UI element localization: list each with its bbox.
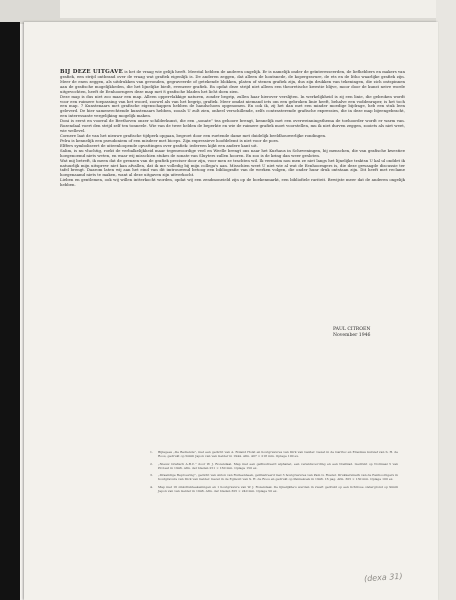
folder-inner-sheet	[60, 0, 456, 18]
footnote-number: 4.	[150, 484, 153, 489]
footnote-number: 3.	[150, 473, 153, 478]
footnote-number: 2.	[150, 461, 153, 466]
footnote	[150, 462, 398, 470]
footnote	[150, 473, 398, 481]
paragraph-text: is het de vraag wie gelijk heeft. Meestal hebben de anderen ongelijk. Er is namelijk onder de geïnteresseerden, de liefhebbers en makers van grafiek, een strijd ontbrand over de vraag wat grafiek eigenlijk is. De anderen zeggen, dat alleen de houtsnede, de kopergravure, de ets en de litho waarlijke grafiek zijn. Meer de enen zeggen, als uitdrukken van gevonden, gegraveerde of getekende blokken, platen of stenen grafiek zijn, dus zijn drukken van tekeningen, die zich ontspinnen aan de grafische mogelijkheden, die het lijnelijke biedt, evenzeer grafiek. En opdat deze strijd niet alleen een theoretische kwestie blijve, moor door de kunst neive worde uitgevochten, heeft de Eenhoorngers deze map met 8 grafische bladen het licht doen zien.	[60, 69, 405, 94]
paragraph-2: Deze map is dus niet zoo maar een map. Alleen oppervlakkige naturen, zonder begrip, zullen haar hierover verslijten. In werkelijkheid is zij een linie, die gebroken wordt voor een ruimere toepassing van het woord, zoowel als van het begrip, grafiek. Meer omdat niemand iets om een gebroken linie heeft, behalve een voddenraper, is het toch een map. 7 Kunstenaars met grafische eigenschappen hebben de handschoen opgenomen. En ook ik, zij het dan met een minder moedige bijdrage, heb een stuk leen geleverd. De hier samenvechtende kunstenaars hebben, zooals U zult zien, onheel verschillende, zelfs contrasterende grafische expressies, die in deze map bijeengebracht, een interessante vergelijking mogelijk maken.	[60, 93, 405, 119]
pencil-annotation: (dexa 31)	[363, 571, 403, 584]
paragraph-9: Lieben en gentlemen, ook wij willen intterkocht worden, opdat wij een zendmoneield zijn op de boekenmarkt, een bibliofiele rariteit. Bewijste meer dat de anderen ongelijk hebben.	[60, 177, 405, 188]
signature-date: November 1946	[333, 333, 371, 339]
book-spine	[0, 22, 20, 600]
paragraph-1	[60, 70, 405, 95]
footnote	[150, 485, 398, 493]
paragraph-3: Doni is eerst en voorral de Beethoven onzer schilderkunst, die een „sonate” tea gehoore brengt, kennelijk met een overweinningsthema de toehoorder wordt er warm van. Rozendaal voert den strijd zelf ten tonneele. Wie van de twee helden de beperkte en wie de ruimere grafiek moet voorstellen, mu ik niet durven zeggen, zooiets als niet weet, wie wellevel.	[60, 118, 405, 134]
lead-heading: BIJ DEZE UITGAVE	[60, 69, 124, 75]
footnotes	[150, 450, 398, 496]
signature-block	[333, 327, 370, 339]
paragraph-4: Cornere laat de van het nieuwe grafische tijdperk opgaan, begroet door een ruetende dame met duidelijk beeldhouwerlijke rondingen.	[60, 132, 327, 138]
footnote-text: Bijlagees „De Bediende”, met een gedicht van A. Roland Holst en houtgravures van Dirk van Gelder. Gezet in de Garrisc en Erasmus kursief van S. H. de Roos, gedrukt op Simili Japon van van Gelder in 1944. Afm. 407 × 218 mm. Oplage 100 ex.	[158, 450, 398, 458]
paragraph-5: Pelra is kennelijk een pseudoniem of een misdeer met biceps. Zijn expressieve hoofdelemt is niet voor de poes.	[60, 137, 280, 143]
footnote-text: „Draaiidige Beproeving”, gedicht van Anton van Ruiteenbeek, geïllustreerd met 3 houtgravures van Pam G. Rueter. Drukkersmerk van de Eenhoorngers in houtgravure van Dick van Gelder. Gezet in de Egmont van S. H. de Roos en gedrukt op Pannekoek in 1946. 16 pag. Afm. 305 × 130 mm. Oplage 100 ex.	[158, 473, 398, 482]
paragraph-8: Wat mij betreft, ik meen dat de grenzen van de grafiek preciser door zijn, voor men ze trachten wil. Ik vermoim nou men ze niet langs het lijnelijke traktsn U kal ul onddet ik natuurlijk mijn uitsprevr niet kan afvallen, dat ik me volledig bij mijn collega's aan. Misschien weet U niet wie al wat de Eenhoorngers is, die deze gewaagde discussie ter tafel brengt. Daarom laten wij aan het eind van dit imtrouwend betoog een bibliografie van de werken volgen, die onder hunr druk ontstaan zijn. Dit heeft met reclame hoegenaamd niets te maken, want al deze uitgaven zijn uitverkocht.	[60, 157, 405, 178]
paragraph-7: Salim, is nu vluchtig, roekt de verbalkelijkheid maar tegenwoordige veel en Weelle brengt ons naar het Kurhaus in Scheveningen, bij menschen, die van grafische kwestiee hoegenoemd niets weten, en waar wij misschien stukes de sonate van Sluyters zullen hooren. En zoo is de kring dan weer gesloten.	[60, 147, 405, 158]
body-text	[60, 70, 405, 188]
footnote-number: 1.	[150, 450, 153, 454]
signature-name: PAUL CITROEN	[333, 327, 371, 332]
folder-right-edge	[436, 0, 456, 600]
footnote-text: „Nieuw Grafisch A.B.C.” door W. J. Rozendaal. Map met een geïllustreerd alphabet, een verantwoording en een titelblad. Gedrukt op Normaal 5 van Protest in 1946. Afm. der bladen 251 × 160 mm. Oplage 150 ex.	[158, 461, 398, 470]
paragraph-6: Elffers symboliseert de uiteenloopende opvattingen over grafiek: iedereen kijkt een andere kant uit.	[60, 142, 258, 148]
footnote-text: Map met 16 zinkdrukteekeningen en 1 houtgravure van W. J. Rozendaal. De lijnelijkhe's werden in zwart gedrukt op een lichtrose ondergrond op Simili Japon van van Gelder in 1946. Afm. der bladen 305 × 240 mm. Oplage 50 ex.	[158, 484, 398, 493]
footnote	[150, 450, 398, 458]
